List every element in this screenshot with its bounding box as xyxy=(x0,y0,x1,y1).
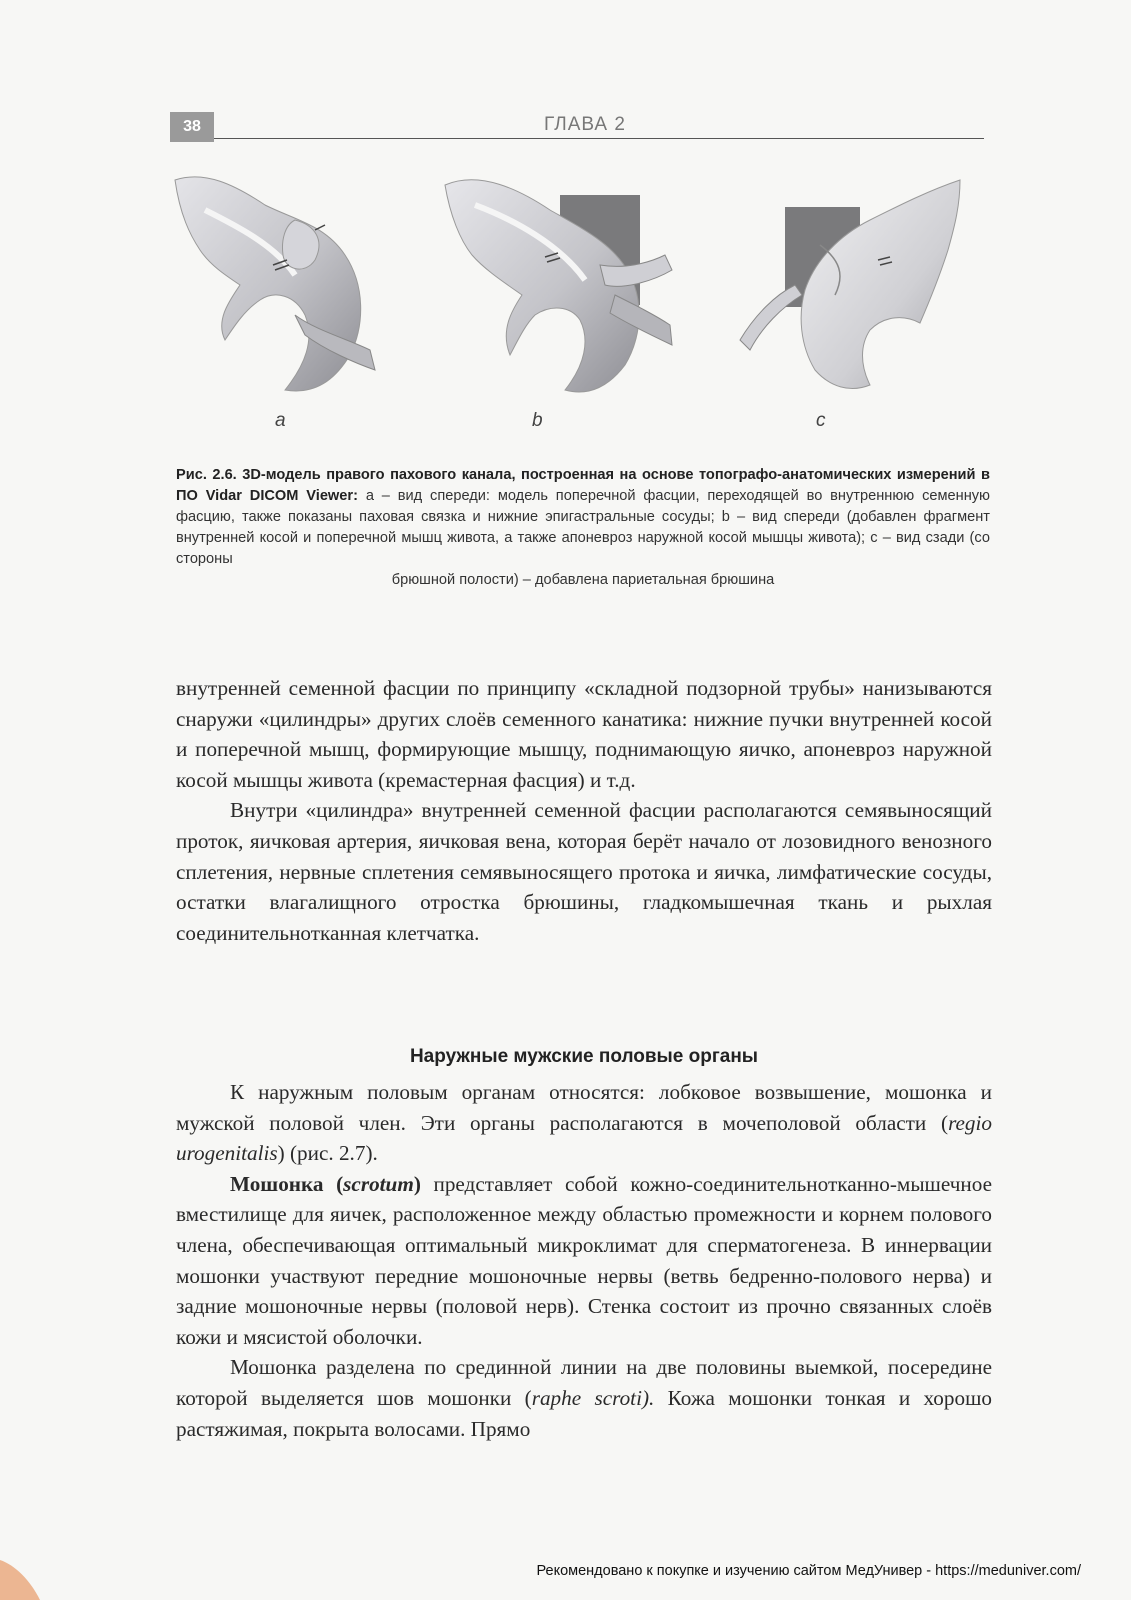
panel-label-b: b xyxy=(532,410,543,431)
paragraph-3-latin-term: regio urogenitalis xyxy=(176,1110,992,1166)
body-block-1 xyxy=(176,673,992,948)
paragraph-5-text-a: Мошонка разделена по срединной линии на две половины выемкой, посередине которой выделяется шов мошонки ( xyxy=(176,1355,992,1410)
paragraph-4-text: представляет собой кожно-соединительнотканно-мышечное вместилище для яичек, расположенное между областью промежности и корнем полового члена, обеспечивающая оптимальный микроклимат для сперматогенеза. В иннервации мошонки участвуют передние мошоночные нервы (ветвь бедренно-полового нерва) и задние мошоночные нервы (половой нерв). Стенка состоит из прочно связанных слоёв кожи и мясистой оболочки. xyxy=(176,1171,993,1349)
figure-2-6 xyxy=(165,165,995,455)
footer-recommendation: Рекомендовано к покупке и изучению сайтом МедУнивер - https://meduniver.com/ xyxy=(536,1563,1081,1579)
paragraph-3-text-b: ) (рис. 2.7). xyxy=(277,1141,378,1166)
paragraph-4-close-paren: ) xyxy=(413,1171,421,1196)
paragraph-4-latin-term: scrotum xyxy=(343,1171,414,1196)
paragraph-3 xyxy=(176,1077,992,1169)
figure-panel-a-image xyxy=(165,165,405,400)
caption-label: Рис. 2.6. 3D-модель правого пахового канала, построенная на основе топографо-анатомических измерений в ПО Vidar DICOM Viewer: xyxy=(176,467,990,504)
paragraph-4-open-paren: ( xyxy=(323,1171,344,1196)
caption-last-line: брюшной полости) – добавлена париетальная брюшина xyxy=(391,572,775,588)
section-heading: Наружные мужские половые органы xyxy=(409,1046,759,1067)
caption-text: a – вид спереди: модель поперечной фасции, переходящей во внутреннюю семенную фасцию, также показаны паховая связка и нижние эпигастральные сосуды; b – вид спереди (добавлен фрагмент внутренней косой и поперечной мышц живота, а также апоневроз наружной косой мышцы живота); c – вид сзади (со стороны xyxy=(176,488,990,567)
figure-caption xyxy=(176,465,990,591)
corner-decoration xyxy=(0,1540,60,1600)
figure-panel-b-image xyxy=(440,165,690,400)
paragraph-5-latin-term: raphe scroti). xyxy=(531,1385,655,1410)
paragraph-1: внутренней семенной фасции по принципу «складной подзорной трубы» нанизываются снаружи «цилиндры» других слоёв семенного канатика: нижние пучки внутренней косой и поперечной мышц, формирующие мышцу, поднимающую яичко, апоневроз наружной косой мышцы живота (кремастерная фасция) и т.д. xyxy=(176,676,992,792)
paragraph-4-term: Мошонка xyxy=(230,1171,324,1196)
panel-label-a: a xyxy=(275,410,286,431)
running-header xyxy=(214,108,984,139)
paragraph-4 xyxy=(176,1169,992,1353)
body-block-2 xyxy=(176,1077,992,1444)
running-title: ГЛАВА 2 xyxy=(544,114,626,135)
paragraph-5-text-b: Кожа мошонки тонкая и хорошо растяжимая, покрыта волосами. Прямо xyxy=(176,1385,993,1441)
paragraph-2: Внутри «цилиндра» внутренней семенной фасции располагаются семявыносящий проток, яичковая артерия, яичковая вена, которая берёт начало от лозовидного венозного сплетения, нервные сплетения семявыносящего протока и яичка, лимфатические сосуды, остатки влагалищного отростка брюшины, гладкомышечная ткань и рыхлая соединительнотканная клетчатка. xyxy=(176,798,992,945)
panel-label-c: c xyxy=(816,410,826,431)
figure-panel-c-image xyxy=(720,165,980,400)
paragraph-3-text-a: К наружным половым органам относятся: лобковое возвышение, мошонка и мужской половой член. Эти органы располагаются в мочеполовой области ( xyxy=(176,1080,992,1135)
paragraph-5 xyxy=(176,1352,992,1444)
page-number-badge: 38 xyxy=(170,112,214,142)
